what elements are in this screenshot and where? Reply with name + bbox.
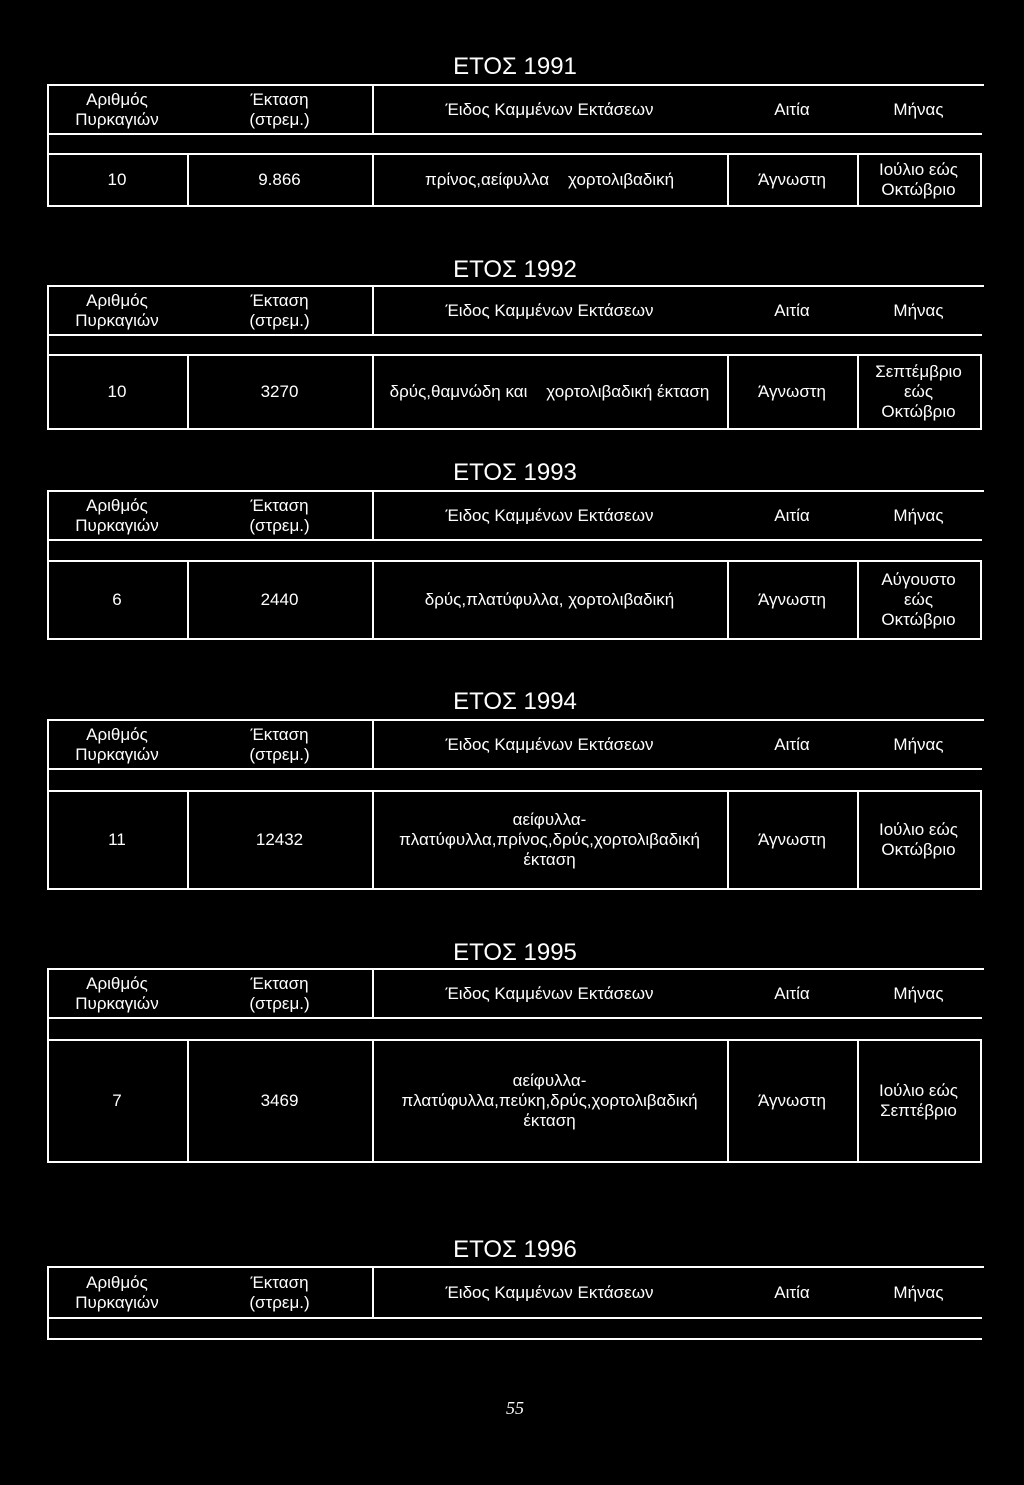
cell-area-line: 2440 xyxy=(260,590,299,609)
cell-burned-type-line: πρίνος,αείφυλλα χορτολιβαδική xyxy=(424,170,675,189)
cell-month-text xyxy=(879,1081,958,1121)
header-burned-type-text xyxy=(445,984,653,1004)
header-cause-text xyxy=(774,100,809,120)
header-fire-count-line: Αριθμός xyxy=(86,89,148,109)
header-cause-line: Αιτία xyxy=(774,1282,810,1302)
cell-cause-line: Άγνωστη xyxy=(758,590,826,609)
year-title: ΕΤΟΣ 1996 xyxy=(453,1236,577,1263)
header-month xyxy=(857,492,980,539)
cell-fire-count-text xyxy=(112,590,121,610)
header-burned-type xyxy=(372,1268,727,1317)
cell-fire-count-text xyxy=(112,1091,121,1111)
table-rule xyxy=(47,205,982,207)
header-area-line: (στρεμ.) xyxy=(249,744,310,764)
header-month-text xyxy=(893,735,943,755)
cell-area xyxy=(187,155,372,205)
cell-fire-count-line: 7 xyxy=(112,1091,122,1110)
cell-area-line: 3270 xyxy=(260,382,299,401)
cell-cause-text xyxy=(758,170,826,190)
header-cause xyxy=(727,287,857,334)
header-month-text xyxy=(893,301,943,321)
cell-month-text xyxy=(881,570,955,630)
table-rule xyxy=(372,285,374,334)
header-month xyxy=(857,86,980,133)
cell-month-line: Ιούλιο εώς xyxy=(879,160,958,179)
header-cause-line: Αιτία xyxy=(774,300,810,320)
cell-cause xyxy=(727,155,857,205)
cell-burned-type-text xyxy=(390,382,710,402)
table-rule xyxy=(47,133,982,135)
cell-burned-type-text xyxy=(425,170,674,190)
table-rule xyxy=(372,1266,374,1317)
cell-month xyxy=(857,792,980,888)
header-area xyxy=(187,721,372,768)
header-area xyxy=(187,287,372,334)
header-area xyxy=(187,1268,372,1317)
cell-month-line: Αύγουστο xyxy=(881,570,956,589)
cell-fire-count xyxy=(47,155,187,205)
header-cause-line: Αιτία xyxy=(774,983,810,1003)
table-rule xyxy=(47,888,982,890)
cell-burned-type xyxy=(372,356,727,428)
header-burned-type-line: Έιδος Καμμένων Εκτάσεων xyxy=(445,983,654,1003)
table-rule xyxy=(47,1317,982,1319)
cell-fire-count-line: 10 xyxy=(107,382,127,401)
header-area-text xyxy=(249,291,309,331)
header-month xyxy=(857,1268,980,1317)
header-burned-type-line: Έιδος Καμμένων Εκτάσεων xyxy=(445,300,654,320)
cell-month-text xyxy=(875,362,962,422)
cell-cause-text xyxy=(758,1091,826,1111)
table-rule xyxy=(47,1266,49,1340)
header-fire-count-text xyxy=(75,1273,158,1313)
year-title: ΕΤΟΣ 1995 xyxy=(453,939,577,966)
cell-month-line: εώς xyxy=(903,590,934,609)
table-rule xyxy=(47,1017,982,1019)
header-fire-count-text xyxy=(75,496,158,536)
year-title: ΕΤΟΣ 1993 xyxy=(453,459,577,486)
header-fire-count-line: Πυρκαγιών xyxy=(75,515,159,535)
cell-fire-count-line: 6 xyxy=(112,590,122,609)
header-cause xyxy=(727,86,857,133)
table-rule xyxy=(372,84,374,133)
cell-burned-type-line: πλατύφυλλα,πρίνος,δρύς,χορτολιβαδική xyxy=(399,830,700,849)
table-rule xyxy=(372,490,374,539)
header-fire-count xyxy=(47,721,187,768)
cell-month-line: Οκτώβριο xyxy=(881,402,956,421)
table-rule xyxy=(372,968,374,1017)
cell-month-line: Ιούλιο εώς xyxy=(879,820,958,839)
header-area-text xyxy=(249,974,309,1014)
header-burned-type-line: Έιδος Καμμένων Εκτάσεων xyxy=(445,1282,654,1302)
cell-month-line: Οκτώβριο xyxy=(881,610,956,629)
header-burned-type-text xyxy=(445,301,653,321)
table-rule xyxy=(47,1338,982,1340)
header-cause xyxy=(727,1268,857,1317)
header-fire-count-text xyxy=(75,291,158,331)
cell-burned-type-line: έκταση xyxy=(523,1111,576,1130)
cell-fire-count xyxy=(47,562,187,638)
table-rule xyxy=(47,539,982,541)
header-fire-count-line: Αριθμός xyxy=(86,1272,148,1292)
cell-fire-count xyxy=(47,1041,187,1161)
cell-cause xyxy=(727,792,857,888)
header-cause-text xyxy=(774,301,809,321)
header-fire-count xyxy=(47,492,187,539)
cell-area-line: 9.866 xyxy=(258,170,301,189)
cell-burned-type xyxy=(372,1041,727,1161)
cell-month xyxy=(857,562,980,638)
cell-burned-type-line: αείφυλλα- xyxy=(512,1071,587,1090)
cell-burned-type-line: αείφυλλα- xyxy=(512,810,587,829)
cell-fire-count-line: 11 xyxy=(108,830,126,849)
header-month-text xyxy=(893,1283,943,1303)
header-fire-count xyxy=(47,1268,187,1317)
cell-cause xyxy=(727,1041,857,1161)
header-area-text xyxy=(249,496,309,536)
header-area xyxy=(187,492,372,539)
cell-area xyxy=(187,1041,372,1161)
header-month-line: Μήνας xyxy=(893,983,944,1003)
header-burned-type-line: Έιδος Καμμένων Εκτάσεων xyxy=(445,99,654,119)
header-burned-type xyxy=(372,492,727,539)
cell-burned-type-line: δρύς,πλατύφυλλα, χορτολιβαδική xyxy=(424,590,675,609)
cell-month xyxy=(857,1041,980,1161)
header-month-line: Μήνας xyxy=(893,300,944,320)
page-number: 55 xyxy=(506,1398,524,1418)
header-fire-count-line: Πυρκαγιών xyxy=(75,1292,159,1312)
cell-cause-line: Άγνωστη xyxy=(758,382,826,401)
cell-month xyxy=(857,356,980,428)
cell-cause-line: Άγνωστη xyxy=(758,1091,826,1110)
header-burned-type xyxy=(372,86,727,133)
table-rule xyxy=(47,638,982,640)
cell-burned-type-line: έκταση xyxy=(523,850,576,869)
cell-month-line: Οκτώβριο xyxy=(881,180,956,199)
header-burned-type-text xyxy=(445,100,653,120)
cell-fire-count-line: 10 xyxy=(107,170,127,189)
cell-month-line: Οκτώβριο xyxy=(881,840,956,859)
cell-fire-count-text xyxy=(108,382,127,402)
header-area-text xyxy=(249,725,309,765)
cell-burned-type-line: πλατύφυλλα,πεύκη,δρύς,χορτολιβαδική xyxy=(401,1091,698,1110)
header-cause-text xyxy=(774,735,809,755)
cell-month-line: Σεπτέμβριο xyxy=(875,362,962,381)
cell-cause-text xyxy=(758,382,826,402)
header-cause xyxy=(727,970,857,1017)
year-title: ΕΤΟΣ 1991 xyxy=(453,53,577,80)
header-fire-count-line: Πυρκαγιών xyxy=(75,993,159,1013)
cell-area-text xyxy=(256,830,303,850)
table-rule xyxy=(47,768,982,770)
header-burned-type xyxy=(372,970,727,1017)
header-fire-count-line: Πυρκαγιών xyxy=(75,744,159,764)
cell-area-line: 12432 xyxy=(255,830,304,849)
header-area-line: Έκταση xyxy=(250,89,309,109)
cell-burned-type xyxy=(372,562,727,638)
cell-burned-type-text xyxy=(399,810,700,870)
table-rule xyxy=(372,719,374,768)
cell-fire-count-text xyxy=(108,170,127,190)
cell-burned-type-line: δρύς,θαμνώδη και χορτολιβαδική έκταση xyxy=(389,382,710,401)
cell-month xyxy=(857,155,980,205)
header-month-line: Μήνας xyxy=(893,99,944,119)
header-area-line: (στρεμ.) xyxy=(249,310,310,330)
cell-area-text xyxy=(261,590,299,610)
cell-month-line: Σεπτέβριο xyxy=(880,1101,957,1120)
table-rule xyxy=(47,1161,982,1163)
year-title: ΕΤΟΣ 1992 xyxy=(453,256,577,283)
table-rule xyxy=(47,334,982,336)
table-rule xyxy=(980,790,982,890)
header-area xyxy=(187,970,372,1017)
header-month xyxy=(857,287,980,334)
header-burned-type-text xyxy=(445,735,653,755)
header-area-text xyxy=(249,1273,309,1313)
cell-month-text xyxy=(879,160,958,200)
header-area-text xyxy=(249,90,309,130)
header-fire-count-text xyxy=(75,725,158,765)
cell-cause xyxy=(727,562,857,638)
header-burned-type-line: Έιδος Καμμένων Εκτάσεων xyxy=(445,734,654,754)
header-month-line: Μήνας xyxy=(893,734,944,754)
header-fire-count-line: Αριθμός xyxy=(86,724,148,744)
cell-area-text xyxy=(261,382,299,402)
cell-burned-type xyxy=(372,792,727,888)
header-area-line: Έκταση xyxy=(250,495,309,515)
header-fire-count-line: Αριθμός xyxy=(86,973,148,993)
header-month-text xyxy=(893,100,943,120)
header-cause-text xyxy=(774,1283,809,1303)
header-fire-count xyxy=(47,86,187,133)
cell-area xyxy=(187,356,372,428)
header-cause xyxy=(727,721,857,768)
header-cause xyxy=(727,492,857,539)
cell-month-line: εώς xyxy=(903,382,934,401)
cell-cause-text xyxy=(758,590,826,610)
header-area-line: (στρεμ.) xyxy=(249,515,310,535)
header-area-line: (στρεμ.) xyxy=(249,1292,310,1312)
header-fire-count-text xyxy=(75,90,158,130)
cell-burned-type xyxy=(372,155,727,205)
header-area-line: Έκταση xyxy=(250,1272,309,1292)
header-fire-count-line: Πυρκαγιών xyxy=(75,109,159,129)
header-area-line: Έκταση xyxy=(250,724,309,744)
cell-area-text xyxy=(258,170,301,190)
header-burned-type-text xyxy=(445,1283,653,1303)
table-rule xyxy=(980,354,982,430)
cell-burned-type-text xyxy=(401,1071,697,1131)
header-burned-type-text xyxy=(445,506,653,526)
cell-cause-line: Άγνωστη xyxy=(758,170,826,189)
cell-month-line: Ιούλιο εώς xyxy=(879,1081,958,1100)
header-area-line: (στρεμ.) xyxy=(249,993,310,1013)
header-fire-count-line: Αριθμός xyxy=(86,290,148,310)
header-area xyxy=(187,86,372,133)
header-burned-type xyxy=(372,721,727,768)
header-month-text xyxy=(893,984,943,1004)
header-cause-line: Αιτία xyxy=(774,505,810,525)
header-month xyxy=(857,970,980,1017)
header-area-line: Έκταση xyxy=(250,290,309,310)
cell-fire-count xyxy=(47,356,187,428)
header-area-line: Έκταση xyxy=(250,973,309,993)
cell-month-text xyxy=(879,820,958,860)
header-month xyxy=(857,721,980,768)
cell-cause-line: Άγνωστη xyxy=(758,830,826,849)
cell-cause xyxy=(727,356,857,428)
header-month-text xyxy=(893,506,943,526)
header-cause-text xyxy=(774,506,809,526)
header-cause-text xyxy=(774,984,809,1004)
table-rule xyxy=(980,153,982,207)
header-fire-count-line: Πυρκαγιών xyxy=(75,310,159,330)
header-fire-count xyxy=(47,287,187,334)
header-fire-count-text xyxy=(75,974,158,1014)
header-burned-type xyxy=(372,287,727,334)
cell-area-text xyxy=(261,1091,299,1111)
cell-cause-text xyxy=(758,830,826,850)
table-rule xyxy=(980,560,982,640)
header-fire-count xyxy=(47,970,187,1017)
header-area-line: (στρεμ.) xyxy=(249,109,310,129)
table-rule xyxy=(47,428,982,430)
header-cause-line: Αιτία xyxy=(774,734,810,754)
header-month-line: Μήνας xyxy=(893,1282,944,1302)
year-title: ΕΤΟΣ 1994 xyxy=(453,688,577,715)
header-fire-count-line: Αριθμός xyxy=(86,495,148,515)
header-burned-type-line: Έιδος Καμμένων Εκτάσεων xyxy=(445,505,654,525)
cell-area xyxy=(187,792,372,888)
table-rule xyxy=(980,1039,982,1163)
cell-fire-count-text xyxy=(108,830,126,850)
cell-fire-count xyxy=(47,792,187,888)
cell-burned-type-text xyxy=(425,590,675,610)
header-month-line: Μήνας xyxy=(893,505,944,525)
cell-area-line: 3469 xyxy=(260,1091,299,1110)
header-cause-line: Αιτία xyxy=(774,99,810,119)
cell-area xyxy=(187,562,372,638)
